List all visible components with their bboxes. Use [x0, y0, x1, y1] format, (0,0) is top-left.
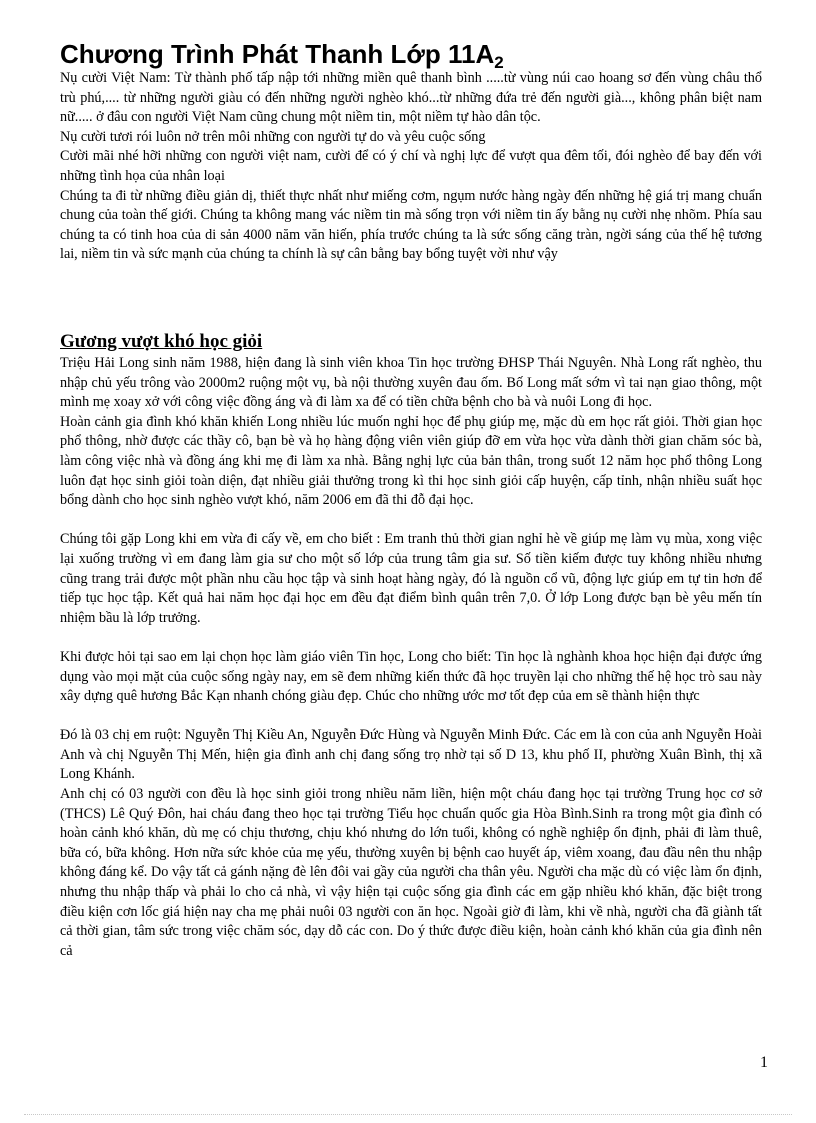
section-paragraph: Hoàn cảnh gia đình khó khăn khiến Long nhiều lúc muốn nghỉ học để phụ giúp mẹ, mặc dù em học rất giỏi. Thời gian học phổ thông, nhờ được các thầy cô, bạn bè và họ hàng động viên viên giúp đỡ em vừa học vừa dành thời gian chăm sóc bà, làm công việc nhà và đồng áng khi mẹ đi làm xa nhà. Bằng nghị lực của bản thân, trong suốt 12 năm học phổ thông Long luôn đạt học sinh giỏi toàn diện, đạt nhiều giải thưởng trong kì thi học sinh giỏi cấp huyện, cấp tỉnh, nhận nhiều suất học bổng dành cho học sinh nghèo vượt khó, năm 2006 em đã thi đỗ đại học.: [60, 413, 762, 509]
page-title-text: Chương Trình Phát Thanh Lớp 11A: [60, 39, 495, 69]
section-paragraph: Anh chị có 03 người con đều là học sinh giỏi trong nhiều năm liền, hiện một cháu đang học tại trường Trung học cơ sở (THCS) Lê Quý Đôn, hai cháu đang theo học tại trường Tiểu học chuẩn quốc gia Hòa Bình.Sinh ra trong một gia đình có hoàn cảnh khó khăn, dù mẹ có chịu thương, chịu khó nhưng do lớn tuổi, không có nghề nghiệp ổn định, phải đi làm thuê, bữa có, bữa không. Hơn nữa sức khỏe của mẹ yếu, thường xuyên bị bệnh cao huyết áp, viêm xoang, đau đầu nên thu nhập không đáng kể. Do vậy tất cả gánh nặng đè lên đôi vai gầy của người cha thân yêu. Người cha mặc dù có việc làm ổn định, nhưng thu nhập thấp và phải lo cho cả nhà, vì vậy hiện tại cuộc sống gia đình các em gặp nhiều khó khăn, đặc biệt trong điều kiện cơn lốc giá hiện nay cha mẹ phải nuôi 03 người con ăn học. Ngoài giờ đi làm, khi về nhà, người cha đã giành tất cả thời gian, tâm sức trong việc chăm sóc, dạy dỗ các con. Do ý thức được điều kiện, hoàn cảnh khó khăn của gia đình nên cả: [60, 786, 762, 959]
page-bottom-divider: [24, 1114, 792, 1115]
section-heading: Gương vượt khó học giỏi: [60, 331, 263, 352]
section-body: [60, 354, 762, 961]
intro-paragraph: Nụ cười Việt Nam: Từ thành phố tấp nập tới những miền quê thanh bình .....từ vùng núi cao hoang sơ đến vùng châu thổ trù phú,.... từ những người giàu có đến những người nghèo khó...từ những đứa trẻ đến người già..., không phân biệt nam nữ..... ở đâu con người Việt Nam cũng chung một niềm tin, một niềm tự hào dân tộc.: [60, 70, 762, 126]
section-paragraph: Đó là 03 chị em ruột: Nguyễn Thị Kiều An, Nguyễn Đức Hùng và Nguyễn Minh Đức. Các em là con của anh Nguyễn Hoài Anh và chị Nguyễn Thị Mến, hiện gia đình anh chị đang sống trọ nhờ tại số D 13, khu phố II, phường Xuân Bình, thị xã Long Khánh.: [60, 727, 762, 783]
intro-block: [60, 69, 762, 265]
page-number: 1: [760, 1054, 768, 1071]
intro-paragraph: Nụ cười tươi rói luôn nở trên môi những con người tự do và yêu cuộc sống: [60, 128, 486, 145]
intro-paragraph: Chúng ta đi từ những điều giản dị, thiết thực nhất như miếng cơm, ngụm nước hàng ngày đến những hệ giá trị mang chuẩn chung của toàn thế giới. Chúng ta không mang vác niềm tin mà sống trọn với niềm tin ấy bằng nụ cười nhẹ nhõm. Phía sau chúng ta có tinh hoa của di sản 4000 năm văn hiến, phía trước chúng ta là sức sống căng tràn, ngời sáng của thế hệ tương lai, niềm tin và sức mạnh của chúng ta chính là sự cân bằng bay bổng tuyệt vời như vậy: [60, 187, 762, 263]
page-title-subscript: 2: [494, 53, 504, 72]
section-paragraph: Triệu Hải Long sinh năm 1988, hiện đang là sinh viên khoa Tin học trường ĐHSP Thái Nguyên. Nhà Long rất nghèo, thu nhập chủ yếu trông vào 2000m2 ruộng một vụ, bà nội thường xuyên đau ốm. Bố Long mất sớm vì tai nạn giao thông, một mình mẹ xoay xở với công việc đồng áng và đi làm xa để có tiền chữa bệnh cho bà và nuôi Long đi học.: [60, 355, 762, 411]
section-paragraph: Khi được hỏi tại sao em lại chọn học làm giáo viên Tin học, Long cho biết: Tin học là nghành khoa học hiện đại được ứng dụng vào mọi mặt của cuộc sống ngày nay, em sẽ đem những kiến thức đã học truyền lại cho những thế hệ học trò sau này xây dựng quê hương Bắc Kạn nhanh chóng giàu đẹp. Chúc cho những ước mơ tốt đẹp của em sẽ thành hiện thực: [60, 648, 762, 705]
intro-paragraph: Cười mãi nhé hỡi những con người việt nam, cười để có ý chí và nghị lực để vượt qua đêm tối, đói nghèo để bay đến với những tình họa của nhân loại: [60, 148, 762, 184]
section-paragraph: Chúng tôi gặp Long khi em vừa đi cấy về, em cho biết : Em tranh thủ thời gian nghỉ hè về giúp mẹ làm vụ mùa, xong việc lại xuống trường vì em đang làm gia sư cho một số lớp của trung tâm gia sư. Số tiền kiếm được tuy không nhiều nhưng cũng trang trải được một phần nhu cầu học tập và sinh hoạt hàng ngày, đó là nguồn cổ vũ, động lực giúp em tự tin hơn để tiếp tục học tập. Kết quả hai năm học đại học em đều đạt điểm bình quân trên 7,0. Ở lớp Long được bạn bè yêu mến tín nhiệm bầu là lớp trưởng.: [60, 531, 762, 626]
